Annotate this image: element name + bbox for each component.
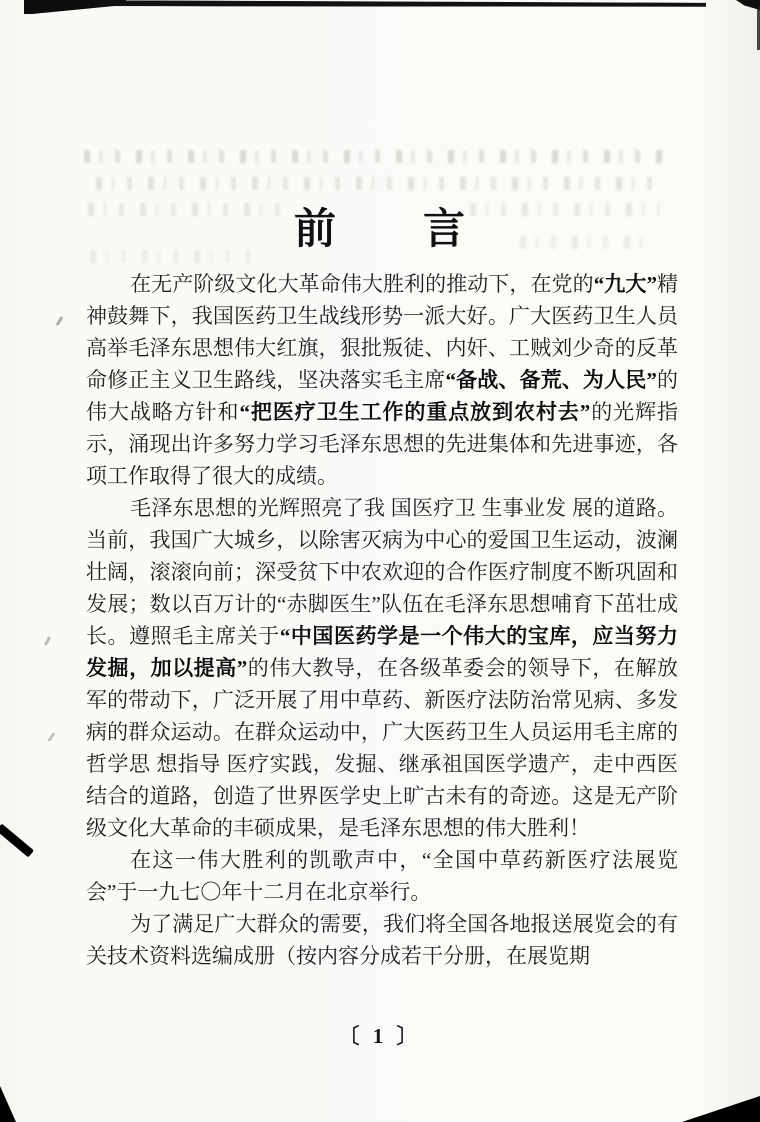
body-run: 在无产阶级文化大革命伟大胜利的推动下，在党的: [130, 272, 594, 296]
scan-artifact-top-left-bar: [24, 0, 126, 14]
emphasis-text: “九大”: [593, 272, 657, 296]
page-number: 〔 1 〕: [338, 1024, 422, 1048]
body-run: 毛泽东思想的光辉照亮了我 国医疗卫 生事业发 展的道路。当前，我国广大城乡，以除害灭病为中心的爱国卫生运动，波澜壮阔，滚滚向前；深受贫下中农欢迎的合作医疗制度不断巩固和发展；数以百万计的“赤脚医生”队伍在毛泽东思想哺育下茁壮成长。遵照毛主席关于: [86, 496, 678, 648]
body-run: 在这一伟大胜利的凯歌声中，“全国中草药新医疗法展览会”于一九七〇年十二月在北京举行。: [86, 848, 678, 904]
bleedthrough-smudge: [96, 177, 656, 190]
paragraph: [86, 268, 678, 492]
scan-artifact-margin-mark: [47, 732, 55, 742]
scan-artifact-left-slash: [0, 824, 34, 858]
body-run: 为了满足广大群众的需要，我们将全国各地报送展览会的有关技术资料选编成册（按内容分成若干分册，在展览期: [86, 912, 678, 968]
bleedthrough-smudge: [84, 150, 670, 163]
paragraph: [86, 844, 678, 908]
scan-artifact-top-right-corner: [736, 0, 760, 10]
body-run: 的伟大教导，在各级革委会的领导下，在解放军的带动下，广泛开展了用中草药、新医疗法防治常见病、多发病的群众运动。在群众运动中，广大医药卫生人员运用毛主席的哲学思 想指导 医疗实践，发掘、继承祖国医学遗产，走中西医结合的道路，创造了世界医学史上旷古未有的奇迹。这是无产阶级文化大革命的丰硕成果，是毛泽东思想的伟大胜利！: [86, 656, 679, 840]
emphasis-text: “把医疗卫生工作的重点放到农村去”: [239, 400, 591, 424]
scan-artifact-top-line: [100, 0, 706, 8]
scan-artifact-bottom-left-corner: [0, 1086, 16, 1122]
scan-artifact-bottom-right-corner: [682, 1096, 760, 1122]
scan-artifact-margin-mark: [44, 636, 51, 646]
body-run: 的光辉指示，涌现出许多努力学习毛泽东思想的先进集体和先进事迹，各项工作取得了很大的成绩。: [86, 400, 679, 488]
emphasis-text: “备战、备荒、为人民”: [445, 368, 657, 392]
body-run: 精神鼓舞下，我国医药卫生战线形势一派大好。广大医药卫生人员高举毛泽东思想伟大红旗，狠批叛徒、内奸、工贼刘少奇的反革命修正主义卫生路线，坚决落实毛主席: [86, 272, 679, 392]
paragraph: [86, 492, 678, 844]
emphasis-text: “中国医药学是一个伟大的宝库，应当努力发掘，加以提高”: [86, 624, 679, 680]
page-title: 前 言: [293, 207, 466, 253]
body-text: [86, 268, 678, 972]
scan-artifact-margin-mark: [56, 316, 64, 326]
paragraph: [86, 908, 678, 972]
body-run: 的伟大战略方针和: [86, 368, 679, 424]
